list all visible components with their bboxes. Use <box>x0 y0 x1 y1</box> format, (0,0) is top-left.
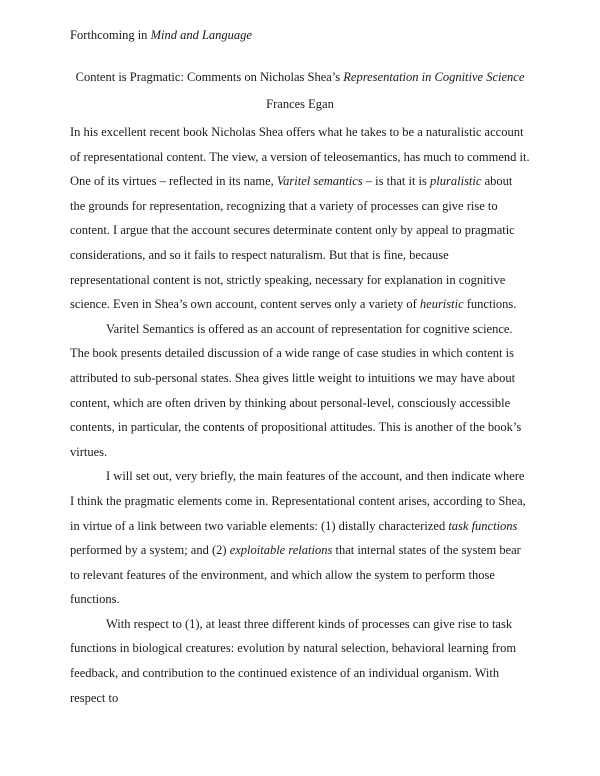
paper-title <box>0 69 600 85</box>
text-run: In his excellent recent book Nicholas Shea offers what he takes to be a naturalistic account of representational content. The view, a version of teleosemantics, has much to commend it. One of its virtues – reflected in its name, <box>70 125 530 189</box>
book-title: Representation in Cognitive Science <box>343 70 525 84</box>
title-main: Content is Pragmatic: Comments on Nicholas Shea’s <box>75 70 344 84</box>
italic-text: exploitable relations <box>229 543 333 558</box>
italic-text: Varitel semantics <box>276 174 363 189</box>
paragraph <box>70 120 530 317</box>
text-run: Varitel Semantics is offered as an account of representation for cognitive science. The book presents detailed discussion of a wide range of case studies in which content is attributed to sub-personal states. Shea gives little weight to intuitions we may have about content, which are often driven by thinking about personal-level, consciously accessible contents, in particular, the contents of propositional attitudes. This is another of the book’s virtues. <box>70 321 522 459</box>
text-run: – is that it is <box>362 174 431 189</box>
body-text <box>70 120 530 710</box>
italic-text: pluralistic <box>430 174 482 189</box>
italic-text: heuristic <box>419 297 464 312</box>
text-run: I will set out, very briefly, the main features of the account, and then indicate where I think the pragmatic elements come in. Representational content arises, according to Shea, in virtue of a link between two variable elements: (1) distally characterized <box>70 469 526 533</box>
paragraph <box>70 317 530 465</box>
italic-text: task functions <box>448 518 518 533</box>
text-run: functions. <box>463 297 517 312</box>
paragraph <box>70 612 530 710</box>
text-run: that internal states of the system bear to relevant features of the environment, and which allow the system to perform those functions. <box>70 543 521 607</box>
paragraph <box>70 464 530 612</box>
running-header <box>70 27 252 43</box>
text-run: about the grounds for representation, recognizing that a variety of processes can give rise to content. I argue that the account secures determinate content only by appeal to pragmatic considerations, and so it fails to respect naturalism. But that is fine, because representational content is not, strictly speaking, necessary for explanation in cognitive science. Even in Shea’s own account, content serves only a variety of <box>70 174 515 312</box>
author-name: Frances Egan <box>266 97 334 111</box>
journal-name: Mind and Language <box>150 28 252 42</box>
header-prefix: Forthcoming in <box>70 28 151 42</box>
text-run: With respect to (1), at least three different kinds of processes can give rise to task functions in biological creatures: evolution by natural selection, behavioral learning from feedback, and contribution to the continued existence of an individual organism. With respect to <box>70 616 517 705</box>
text-run: performed by a system; and (2) <box>70 543 230 558</box>
